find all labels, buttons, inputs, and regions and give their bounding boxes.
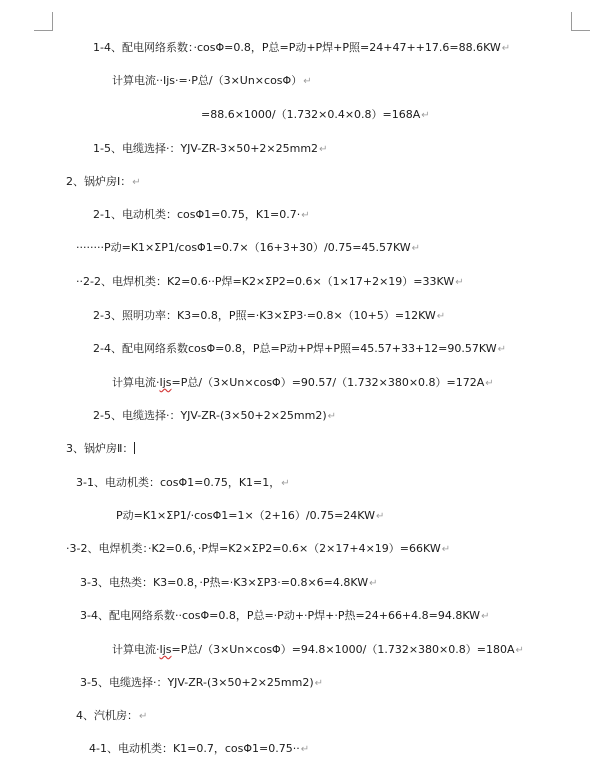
- paragraph-mark-icon: ↵: [485, 378, 494, 389]
- line-text: 3-1、电动机类：cosΦ1=0.75，K1=1，: [76, 476, 281, 489]
- line-text: =P总/（3×Un×cosΦ）=94.8×1000/（1.732×380×0.8）=180A: [171, 643, 515, 656]
- paragraph-mark-icon: ↵: [515, 645, 524, 656]
- paragraph-mark-icon: ↵: [314, 678, 324, 689]
- paragraph-mark-icon: ↵: [497, 344, 506, 355]
- text-line: [112, 376, 494, 391]
- text-line: [76, 476, 290, 491]
- paragraph-mark-icon: ↵: [300, 744, 310, 755]
- paragraph-mark-icon: ↵: [411, 243, 421, 254]
- text-line: [76, 275, 464, 290]
- spellcheck-underlined-word: Ijs: [159, 376, 172, 389]
- text-line: [93, 309, 445, 324]
- text-line: [76, 241, 420, 256]
- paragraph-mark-icon: ↵: [327, 411, 337, 422]
- paragraph-mark-icon: ↵: [436, 311, 446, 322]
- paragraph-mark-icon: ↵: [421, 110, 430, 121]
- text-line: [80, 609, 489, 624]
- section-heading: [76, 709, 147, 724]
- paragraph-mark-icon: ↵: [132, 177, 141, 188]
- text-cursor: [134, 442, 135, 454]
- text-line: [201, 108, 430, 123]
- line-text: 2-1、电动机类：cosΦ1=0.75，K1=0.7·: [93, 208, 301, 221]
- line-text: 4、汽机房：: [76, 709, 138, 722]
- text-line: [93, 409, 336, 424]
- line-text: 4-1、电动机类：K1=0.7，cosΦ1=0.75··: [89, 742, 300, 755]
- text-line: [93, 208, 310, 223]
- paragraph-mark-icon: ↵: [501, 43, 511, 54]
- text-line: [80, 576, 377, 591]
- line-text: 2-5、电缆选择·：YJV-ZR-(3×50+2×25mm2): [93, 409, 327, 422]
- line-text: 3-5、电缆选择·：YJV-ZR-(3×50+2×25mm2): [80, 676, 314, 689]
- paragraph-mark-icon: ↵: [281, 478, 290, 489]
- text-line: [93, 342, 506, 357]
- line-text: 3-4、配电网络系数··cosΦ=0.8，P总=·P动+·P焊+·P热=24+66+4.8=94.8KW: [80, 609, 481, 622]
- line-text: ··2-2、电焊机类：K2=0.6··P焊=K2×ΣP2=0.6×（1×17+2×19）=33KW: [76, 275, 455, 288]
- paragraph-mark-icon: ↵: [319, 144, 328, 155]
- line-text: 1-5、电缆选择·：YJV-ZR-3×50+2×25mm2: [93, 142, 319, 155]
- paragraph-mark-icon: ↵: [301, 210, 310, 221]
- text-line: [112, 74, 312, 89]
- spellcheck-underlined-word: Ijs: [159, 643, 172, 656]
- paragraph-mark-icon: ↵: [441, 544, 451, 555]
- line-text: 2-4、配电网络系数cosΦ=0.8，P总=P动+P焊+P照=45.57+33+12=90.57KW: [93, 342, 497, 355]
- text-line: [93, 142, 327, 157]
- line-text: 2、锅炉房Ⅰ：: [66, 175, 132, 188]
- line-text: =P总/（3×Un×cosΦ）=90.57/（1.732×380×0.8）=172A: [171, 376, 485, 389]
- line-text: 1-4、配电网络系数：·cosΦ=0.8，P总=P动+P焊+P照=24+47++17.6=88.6KW: [93, 41, 501, 54]
- page-corner-top-right-mark: [571, 12, 590, 31]
- text-line: [89, 742, 309, 757]
- text-line: [93, 41, 510, 56]
- paragraph-mark-icon: ↵: [369, 578, 378, 589]
- paragraph-mark-icon: ↵: [139, 711, 148, 722]
- line-text: ·3-2、电焊机类：·K2=0.6，·P焊=K2×ΣP2=0.6×（2×17+4×19）=66KW: [66, 542, 441, 555]
- paragraph-mark-icon: ↵: [303, 76, 312, 87]
- text-line: [66, 542, 450, 557]
- text-line: [112, 643, 524, 658]
- line-text: 3-3、电热类：K3=0.8，·P热=·K3×ΣP3·=0.8×6=4.8KW: [80, 576, 369, 589]
- line-text: ········P动=K1×ΣP1/cosΦ1=0.7×（16+3+30）/0.75=45.57KW: [76, 241, 411, 254]
- paragraph-mark-icon: ↵: [481, 611, 490, 622]
- line-text: =88.6×1000/（1.732×0.4×0.8）=168A: [201, 108, 421, 121]
- line-text: 计算电流··Ijs·=·P总/（3×Un×cosΦ）: [112, 74, 303, 87]
- section-heading: [66, 442, 135, 456]
- line-text: P动=K1×ΣP1/·cosΦ1=1×（2+16）/0.75=24KW: [116, 509, 375, 522]
- paragraph-mark-icon: ↵: [455, 277, 464, 288]
- line-text: 计算电流·: [112, 643, 160, 656]
- line-text: 2-3、照明功率：K3=0.8，P照=·K3×ΣP3·=0.8×（10+5）=12KW: [93, 309, 436, 322]
- text-line: [80, 676, 323, 691]
- paragraph-mark-icon: ↵: [375, 511, 385, 522]
- text-line: [116, 509, 384, 524]
- section-heading: [66, 175, 141, 190]
- line-text: 3、锅炉房Ⅱ：: [66, 442, 134, 455]
- line-text: 计算电流·: [112, 376, 160, 389]
- page-corner-top-left-mark: [34, 12, 53, 31]
